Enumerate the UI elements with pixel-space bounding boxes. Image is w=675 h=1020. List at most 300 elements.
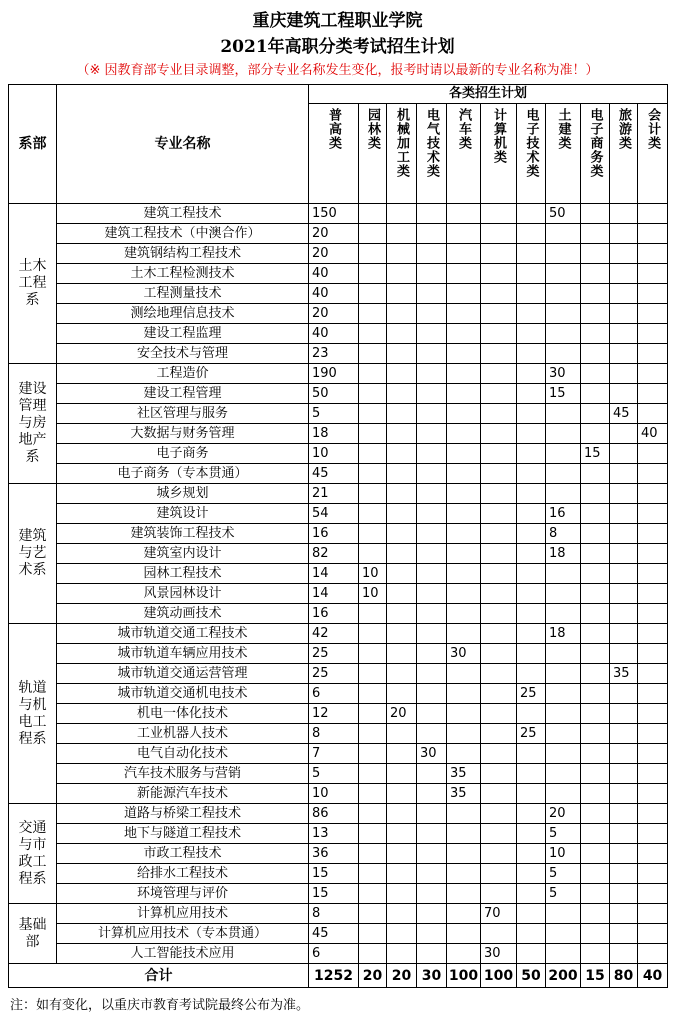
- plan-value-cell: 150: [309, 204, 359, 224]
- major-name: 给排水工程技术: [57, 864, 309, 884]
- plan-value-cell: 10: [546, 844, 581, 864]
- plan-value-cell: [610, 704, 638, 724]
- table-row: [9, 264, 668, 284]
- plan-value-cell: 10: [309, 444, 359, 464]
- plan-value-cell: 5: [309, 404, 359, 424]
- plan-value-cell: 8: [309, 724, 359, 744]
- table-row: [9, 424, 668, 444]
- plan-value-cell: [481, 884, 517, 904]
- plan-value-cell: [481, 844, 517, 864]
- table-row: [9, 624, 668, 644]
- table-row: [9, 244, 668, 264]
- plan-value-cell: 20: [309, 244, 359, 264]
- plan-value-cell: [546, 464, 581, 484]
- table-row: [9, 224, 668, 244]
- plan-value-cell: [517, 444, 546, 464]
- plan-value-cell: [638, 244, 668, 264]
- plan-value-cell: [387, 264, 417, 284]
- plan-value-cell: [387, 304, 417, 324]
- major-name: 土木工程检测技术: [57, 264, 309, 284]
- plan-value-cell: 25: [309, 664, 359, 684]
- plan-value-cell: [517, 664, 546, 684]
- plan-value-cell: [546, 604, 581, 624]
- plan-value-cell: [447, 344, 481, 364]
- plan-value-cell: [517, 604, 546, 624]
- plan-value-cell: [359, 324, 387, 344]
- plan-value-cell: [610, 364, 638, 384]
- plan-value-cell: [359, 544, 387, 564]
- table-row: [9, 884, 668, 904]
- plan-value-cell: [581, 844, 610, 864]
- plan-value-cell: 30: [481, 944, 517, 964]
- plan-value-cell: [387, 224, 417, 244]
- table-row: [9, 304, 668, 324]
- plan-value-cell: [481, 424, 517, 444]
- plan-value-cell: [581, 564, 610, 584]
- plan-value-cell: [447, 204, 481, 224]
- plan-value-cell: [417, 904, 447, 924]
- plan-value-cell: [481, 824, 517, 844]
- plan-value-cell: [610, 444, 638, 464]
- plan-value-cell: [359, 644, 387, 664]
- plan-value-cell: [481, 244, 517, 264]
- plan-value-cell: 18: [546, 624, 581, 644]
- plan-value-cell: [638, 204, 668, 224]
- plan-value-cell: [517, 304, 546, 324]
- major-name: 大数据与财务管理: [57, 424, 309, 444]
- category-header-label: 普高类: [326, 108, 341, 150]
- major-name: 地下与隧道工程技术: [57, 824, 309, 844]
- plan-value-cell: [359, 704, 387, 724]
- plan-value-cell: [610, 644, 638, 664]
- plan-value-cell: [387, 404, 417, 424]
- category-header-label: 计算机类: [491, 108, 506, 164]
- plan-value-cell: 40: [638, 424, 668, 444]
- plan-value-cell: 35: [447, 784, 481, 804]
- plan-value-cell: [359, 484, 387, 504]
- major-name: 建筑设计: [57, 504, 309, 524]
- table-row: [9, 684, 668, 704]
- plan-value-cell: 15: [309, 864, 359, 884]
- plan-value-cell: 15: [581, 444, 610, 464]
- major-name: 电气自动化技术: [57, 744, 309, 764]
- plan-value-cell: 14: [309, 564, 359, 584]
- plan-value-cell: [481, 924, 517, 944]
- plan-value-cell: [546, 584, 581, 604]
- category-header: [610, 104, 638, 204]
- plan-value-cell: [447, 524, 481, 544]
- plan-value-cell: 8: [546, 524, 581, 544]
- plan-value-cell: [417, 244, 447, 264]
- table-row: [9, 284, 668, 304]
- plan-value-cell: [387, 844, 417, 864]
- total-value-cell: 80: [610, 964, 638, 988]
- plan-value-cell: [610, 804, 638, 824]
- plan-value-cell: [610, 844, 638, 864]
- plan-value-cell: [546, 784, 581, 804]
- plan-value-cell: [481, 484, 517, 504]
- total-value-cell: 50: [517, 964, 546, 988]
- plan-value-cell: [359, 784, 387, 804]
- plan-value-cell: [546, 344, 581, 364]
- category-header: [417, 104, 447, 204]
- plan-value-cell: 10: [309, 784, 359, 804]
- total-row: [9, 964, 668, 988]
- plan-value-cell: [387, 324, 417, 344]
- plan-value-cell: [359, 404, 387, 424]
- department-name: 建设管理与房地产系: [18, 381, 47, 465]
- plan-value-cell: [581, 544, 610, 564]
- plan-value-cell: [581, 944, 610, 964]
- plan-value-cell: [517, 744, 546, 764]
- plan-value-cell: [417, 224, 447, 244]
- table-row: [9, 744, 668, 764]
- category-header: [517, 104, 546, 204]
- table-row: [9, 644, 668, 664]
- plan-value-cell: [638, 744, 668, 764]
- plan-value-cell: [387, 644, 417, 664]
- table-row: [9, 384, 668, 404]
- plan-value-cell: [581, 284, 610, 304]
- plan-value-cell: [581, 764, 610, 784]
- table-row: [9, 524, 668, 544]
- category-header: [481, 104, 517, 204]
- plan-value-cell: [638, 584, 668, 604]
- plan-value-cell: [359, 244, 387, 264]
- department-cell: [9, 484, 57, 624]
- department-cell: [9, 204, 57, 364]
- plan-value-cell: [610, 744, 638, 764]
- plan-value-cell: [610, 244, 638, 264]
- major-name: 环境管理与评价: [57, 884, 309, 904]
- plan-value-cell: 35: [447, 764, 481, 784]
- category-header: [359, 104, 387, 204]
- major-name: 城市轨道交通机电技术: [57, 684, 309, 704]
- plan-value-cell: [359, 844, 387, 864]
- plan-value-cell: [359, 744, 387, 764]
- plan-value-cell: [517, 924, 546, 944]
- plan-value-cell: [447, 324, 481, 344]
- plan-value-cell: [481, 204, 517, 224]
- plan-value-cell: [481, 864, 517, 884]
- department-cell: [9, 804, 57, 904]
- plan-value-cell: [387, 944, 417, 964]
- plan-value-cell: [417, 384, 447, 404]
- plan-value-cell: [638, 864, 668, 884]
- major-name: 建筑工程技术（中澳合作）: [57, 224, 309, 244]
- plan-value-cell: [638, 504, 668, 524]
- plan-value-cell: [417, 704, 447, 724]
- plan-value-cell: [517, 624, 546, 644]
- department-cell: [9, 624, 57, 804]
- plan-value-cell: [610, 264, 638, 284]
- plan-value-cell: [447, 624, 481, 644]
- plan-value-cell: 16: [309, 604, 359, 624]
- plan-value-cell: [447, 384, 481, 404]
- plan-value-cell: [517, 264, 546, 284]
- plan-value-cell: [387, 384, 417, 404]
- plan-value-cell: 45: [309, 464, 359, 484]
- plan-value-cell: [610, 384, 638, 404]
- plan-value-cell: [546, 764, 581, 784]
- page-title: 重庆建筑工程职业学院: [252, 11, 423, 31]
- major-name: 风景园林设计: [57, 584, 309, 604]
- plan-value-cell: [417, 424, 447, 444]
- plan-value-cell: [517, 364, 546, 384]
- total-label: 合计: [9, 964, 309, 988]
- plan-value-cell: [359, 424, 387, 444]
- major-name: 计算机应用技术: [57, 904, 309, 924]
- table-row: [9, 784, 668, 804]
- plan-value-cell: [417, 404, 447, 424]
- major-name: 汽车技术服务与营销: [57, 764, 309, 784]
- plan-value-cell: [517, 424, 546, 444]
- table-row: [9, 824, 668, 844]
- plan-value-cell: 40: [309, 264, 359, 284]
- plan-value-cell: [610, 724, 638, 744]
- plan-value-cell: [581, 524, 610, 544]
- plan-value-cell: [517, 224, 546, 244]
- plan-value-cell: [417, 264, 447, 284]
- plan-value-cell: [517, 904, 546, 924]
- plan-value-cell: 25: [517, 724, 546, 744]
- plan-value-cell: 30: [417, 744, 447, 764]
- plan-value-cell: [546, 324, 581, 344]
- plan-value-cell: [481, 624, 517, 644]
- plan-value-cell: [481, 704, 517, 724]
- major-name: 计算机应用技术（专本贯通）: [57, 924, 309, 944]
- plan-value-cell: [517, 564, 546, 584]
- plan-value-cell: [581, 204, 610, 224]
- plan-value-cell: [638, 264, 668, 284]
- plan-value-cell: [546, 704, 581, 724]
- plan-value-cell: [638, 444, 668, 464]
- plan-value-cell: [417, 924, 447, 944]
- plan-value-cell: [359, 284, 387, 304]
- plan-value-cell: [581, 344, 610, 364]
- plan-value-cell: [481, 444, 517, 464]
- category-header-label: 电气技术类: [424, 108, 439, 178]
- plan-value-cell: [387, 604, 417, 624]
- plan-value-cell: [447, 684, 481, 704]
- plan-value-cell: 45: [309, 924, 359, 944]
- table-row: [9, 404, 668, 424]
- plan-value-cell: [359, 664, 387, 684]
- plan-value-cell: [581, 604, 610, 624]
- plan-value-cell: 12: [309, 704, 359, 724]
- plan-value-cell: [581, 484, 610, 504]
- plan-value-cell: [546, 244, 581, 264]
- plan-value-cell: [359, 384, 387, 404]
- total-value-cell: 1252: [309, 964, 359, 988]
- plan-value-cell: [581, 744, 610, 764]
- plan-value-cell: [610, 524, 638, 544]
- plan-value-cell: [417, 824, 447, 844]
- major-header: 专业名称: [57, 85, 309, 204]
- plan-value-cell: 86: [309, 804, 359, 824]
- major-name: 建筑装饰工程技术: [57, 524, 309, 544]
- plan-value-cell: [638, 404, 668, 424]
- table-row: [9, 904, 668, 924]
- major-name: 建筑钢结构工程技术: [57, 244, 309, 264]
- plan-value-cell: [610, 904, 638, 924]
- plan-value-cell: [610, 764, 638, 784]
- plan-value-cell: [447, 504, 481, 524]
- plan-value-cell: [417, 324, 447, 344]
- plan-value-cell: [610, 564, 638, 584]
- plan-value-cell: 45: [610, 404, 638, 424]
- plan-value-cell: 16: [546, 504, 581, 524]
- major-name: 工业机器人技术: [57, 724, 309, 744]
- major-name: 工程造价: [57, 364, 309, 384]
- major-name: 建筑工程技术: [57, 204, 309, 224]
- notice-text: （※ 因教育部专业目录调整，部分专业名称发生变化，报考时请以最新的专业名称为准！）: [76, 63, 599, 78]
- plan-value-cell: [387, 524, 417, 544]
- plan-value-cell: 50: [309, 384, 359, 404]
- plan-value-cell: [447, 864, 481, 884]
- plan-value-cell: [387, 824, 417, 844]
- major-name: 电子商务（专本贯通）: [57, 464, 309, 484]
- plan-value-cell: [359, 604, 387, 624]
- plan-value-cell: [417, 524, 447, 544]
- plan-value-cell: [359, 204, 387, 224]
- plan-value-cell: 35: [610, 664, 638, 684]
- plan-value-cell: [638, 544, 668, 564]
- plan-value-cell: [481, 764, 517, 784]
- table-row: [9, 564, 668, 584]
- plan-value-cell: [417, 724, 447, 744]
- major-name: 机电一体化技术: [57, 704, 309, 724]
- plan-value-cell: [481, 544, 517, 564]
- plan-value-cell: 6: [309, 684, 359, 704]
- plan-value-cell: [359, 504, 387, 524]
- plan-value-cell: 5: [546, 864, 581, 884]
- plan-value-cell: [610, 604, 638, 624]
- category-header: [309, 104, 359, 204]
- plan-value-cell: [387, 624, 417, 644]
- plan-value-cell: [417, 544, 447, 564]
- plan-value-cell: [417, 504, 447, 524]
- plan-value-cell: [610, 504, 638, 524]
- plan-value-cell: [638, 484, 668, 504]
- plan-value-cell: [447, 264, 481, 284]
- plan-value-cell: [447, 244, 481, 264]
- plan-value-cell: [638, 924, 668, 944]
- plan-value-cell: [517, 204, 546, 224]
- table-row: [9, 204, 668, 224]
- plan-value-cell: [638, 944, 668, 964]
- plan-value-cell: [447, 304, 481, 324]
- category-header: [638, 104, 668, 204]
- plan-value-cell: 5: [546, 824, 581, 844]
- plan-value-cell: [546, 904, 581, 924]
- category-header-label: 土建类: [555, 108, 571, 150]
- plan-value-cell: [481, 744, 517, 764]
- plan-value-cell: [581, 504, 610, 524]
- plan-value-cell: [417, 584, 447, 604]
- plan-value-cell: [581, 784, 610, 804]
- plan-value-cell: [387, 904, 417, 924]
- plan-value-cell: [546, 564, 581, 584]
- plan-value-cell: 20: [309, 224, 359, 244]
- plan-value-cell: [417, 784, 447, 804]
- plan-value-cell: [546, 224, 581, 244]
- plan-value-cell: [417, 444, 447, 464]
- plan-value-cell: 25: [517, 684, 546, 704]
- plan-value-cell: 82: [309, 544, 359, 564]
- plan-value-cell: 10: [359, 584, 387, 604]
- plan-value-cell: [610, 204, 638, 224]
- plan-value-cell: [447, 564, 481, 584]
- plan-value-cell: [417, 644, 447, 664]
- table-row: [9, 844, 668, 864]
- department-name: 土木工程系: [18, 258, 47, 308]
- plan-value-cell: [481, 364, 517, 384]
- major-name: 城市轨道交通运营管理: [57, 664, 309, 684]
- plan-value-cell: [387, 784, 417, 804]
- plan-value-cell: [417, 484, 447, 504]
- plan-value-cell: 40: [309, 284, 359, 304]
- plan-value-cell: [581, 224, 610, 244]
- plan-value-cell: [546, 744, 581, 764]
- plan-value-cell: [387, 804, 417, 824]
- plan-value-cell: [581, 324, 610, 344]
- plan-value-cell: [517, 844, 546, 864]
- plan-value-cell: [417, 304, 447, 324]
- table-row: [9, 364, 668, 384]
- plan-value-cell: [517, 864, 546, 884]
- category-header-label: 园林类: [365, 108, 380, 150]
- plan-value-cell: [581, 904, 610, 924]
- plan-value-cell: 13: [309, 824, 359, 844]
- plan-value-cell: 7: [309, 744, 359, 764]
- plan-value-cell: [610, 484, 638, 504]
- page-subtitle: 2021年高职分类考试招生计划: [220, 37, 455, 57]
- major-name: 道路与桥梁工程技术: [57, 804, 309, 824]
- plan-value-cell: [447, 544, 481, 564]
- major-name: 建筑动画技术: [57, 604, 309, 624]
- plan-value-cell: [481, 784, 517, 804]
- total-value-cell: 15: [581, 964, 610, 988]
- plan-value-cell: [359, 264, 387, 284]
- plan-value-cell: 25: [309, 644, 359, 664]
- plan-value-cell: 16: [309, 524, 359, 544]
- major-name: 市政工程技术: [57, 844, 309, 864]
- table-row: [9, 804, 668, 824]
- plan-value-cell: [359, 364, 387, 384]
- plan-value-cell: 70: [481, 904, 517, 924]
- plan-value-cell: [517, 544, 546, 564]
- plan-value-cell: [610, 224, 638, 244]
- table-row: [9, 324, 668, 344]
- table-row: [9, 584, 668, 604]
- department-name: 交通与市政工程系: [18, 819, 47, 887]
- plan-value-cell: [517, 504, 546, 524]
- plan-value-cell: [481, 464, 517, 484]
- table-row: [9, 764, 668, 784]
- plan-value-cell: [359, 304, 387, 324]
- plan-value-cell: [387, 684, 417, 704]
- category-header-label: 电子商务类: [587, 108, 603, 178]
- plan-value-cell: [517, 824, 546, 844]
- category-header-label: 汽车类: [456, 108, 471, 150]
- total-value-cell: 200: [546, 964, 581, 988]
- major-name: 新能源汽车技术: [57, 784, 309, 804]
- plan-value-cell: [447, 424, 481, 444]
- plan-value-cell: [581, 804, 610, 824]
- major-name: 工程测量技术: [57, 284, 309, 304]
- plan-value-cell: 40: [309, 324, 359, 344]
